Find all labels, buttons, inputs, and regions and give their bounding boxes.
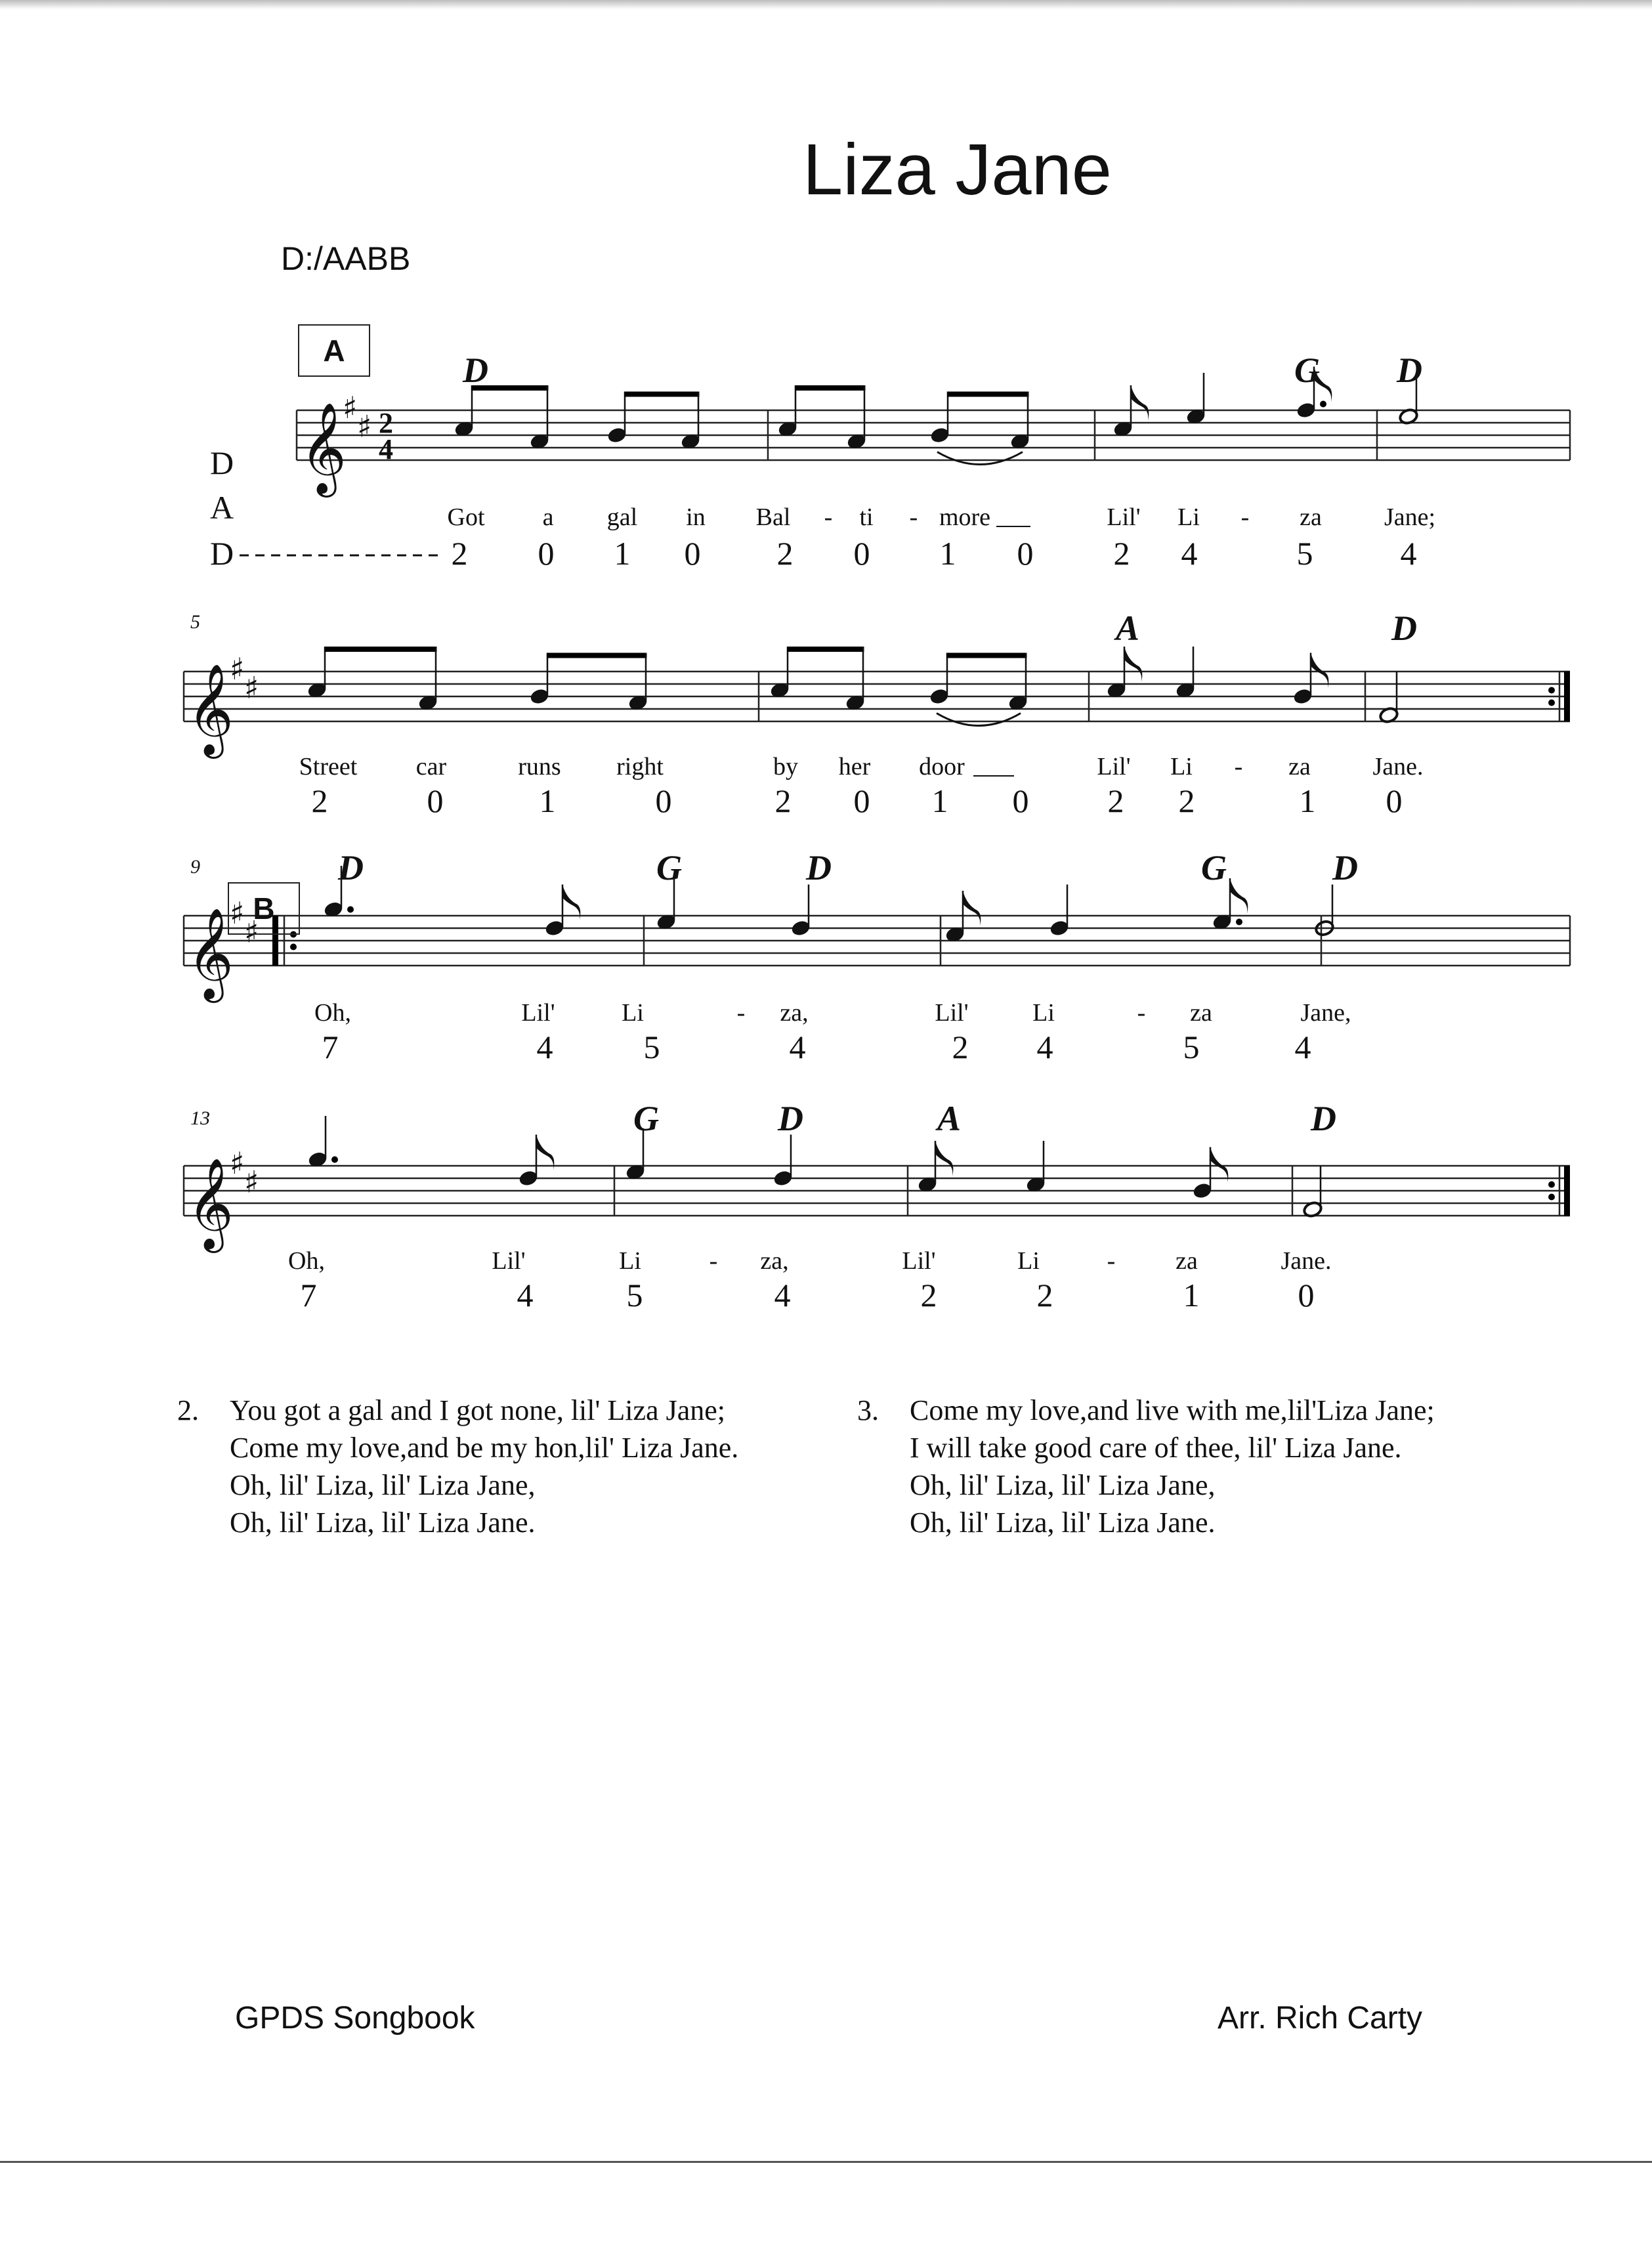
chord-symbol: A bbox=[1116, 608, 1140, 648]
tab-number: 4 bbox=[517, 1277, 534, 1313]
verse-number: 2. bbox=[177, 1394, 199, 1426]
lyric-syllable: - bbox=[909, 503, 918, 531]
augmentation-dot bbox=[347, 907, 354, 913]
tab-number: 0 bbox=[427, 782, 444, 819]
lyric-syllable: - bbox=[824, 503, 833, 531]
verse-line: Oh, lil' Liza, lil' Liza Jane, bbox=[910, 1469, 1216, 1501]
tab-number: 5 bbox=[626, 1277, 643, 1313]
lyric-syllable: right bbox=[616, 753, 664, 780]
chord-symbol: D bbox=[338, 848, 364, 887]
note-beam bbox=[547, 653, 647, 658]
note-beam bbox=[795, 385, 866, 391]
eighth-flag bbox=[536, 1135, 554, 1170]
lyric-syllable: by bbox=[773, 753, 798, 780]
lyric-syllable: Lil' bbox=[521, 999, 555, 1027]
tab-number: 0 bbox=[655, 782, 672, 819]
tab-number: 7 bbox=[300, 1277, 317, 1313]
lyric-syllable: Jane. bbox=[1281, 1247, 1332, 1275]
eighth-flag bbox=[562, 885, 580, 920]
lyric-syllable: Lil' bbox=[492, 1247, 526, 1275]
eighth-flag bbox=[963, 891, 981, 926]
staff-system bbox=[184, 866, 1570, 966]
lyric-syllable: Street bbox=[299, 753, 358, 780]
chord-symbol: D bbox=[778, 1099, 803, 1138]
repeat-dot bbox=[290, 944, 297, 950]
additional-verses bbox=[177, 1392, 1652, 1562]
eighth-flag bbox=[1210, 1147, 1228, 1183]
chord-symbol: D bbox=[463, 351, 488, 390]
lyric-syllable: Li bbox=[622, 999, 644, 1027]
lyric-syllable: - bbox=[1137, 999, 1146, 1027]
verse-line: Oh, lil' Liza, lil' Liza Jane. bbox=[230, 1506, 536, 1539]
lyric-syllable: Lil' bbox=[1107, 503, 1141, 531]
note-beam bbox=[624, 392, 700, 397]
lyric-syllable: her bbox=[838, 753, 871, 780]
footer-arranger: Arr. Rich Carty bbox=[1218, 2001, 1423, 2036]
lyric-syllable: gal bbox=[606, 503, 638, 531]
lyric-syllable: Lil' bbox=[935, 999, 969, 1027]
lyric-syllable: - bbox=[1234, 753, 1243, 780]
lyric-syllable: Li bbox=[1017, 1247, 1040, 1275]
measure-number: 5 bbox=[190, 611, 200, 633]
tab-number: 4 bbox=[789, 1029, 806, 1065]
sharp-f-icon: ♯ bbox=[230, 651, 245, 687]
sharp-c-icon: ♯ bbox=[357, 408, 372, 444]
lyric-syllable: Oh, bbox=[288, 1247, 325, 1275]
tab-number: 1 bbox=[1183, 1277, 1200, 1313]
lyric-syllable: Jane, bbox=[1300, 999, 1351, 1027]
treble-clef-icon: 𝄞 bbox=[300, 402, 347, 494]
augmentation-dot bbox=[1320, 401, 1326, 408]
tab-number: 2 bbox=[1113, 535, 1130, 572]
lyric-syllable: more bbox=[939, 503, 991, 531]
sharp-c-icon: ♯ bbox=[244, 670, 259, 706]
tab-number: 2 bbox=[311, 782, 328, 819]
chord-symbol: D bbox=[1391, 608, 1417, 648]
lyric-syllable: za, bbox=[760, 1247, 789, 1275]
chord-symbol: D bbox=[1311, 1099, 1336, 1138]
tab-number: 2 bbox=[920, 1277, 937, 1313]
lyric-syllable: Got bbox=[447, 503, 485, 531]
verse-line: Oh, lil' Liza, lil' Liza Jane. bbox=[910, 1506, 1216, 1539]
verse-line: Oh, lil' Liza, lil' Liza Jane, bbox=[230, 1469, 536, 1501]
tuning-string: D bbox=[210, 535, 234, 572]
lyric-syllable: ti bbox=[859, 503, 874, 531]
repeat-dot bbox=[1548, 700, 1555, 706]
repeat-dot bbox=[1548, 1182, 1555, 1188]
tab-number: 0 bbox=[1386, 782, 1403, 819]
lyric-syllable: - bbox=[1240, 503, 1250, 531]
lyric-syllable: Oh, bbox=[314, 999, 351, 1027]
verse-number: 3. bbox=[857, 1394, 879, 1426]
lyric-syllable: a bbox=[542, 503, 554, 531]
footer-songbook: GPDS Songbook bbox=[235, 2001, 475, 2036]
tab-number: 0 bbox=[853, 782, 870, 819]
tab-number: 1 bbox=[614, 535, 631, 572]
lyric-syllable: Jane; bbox=[1384, 503, 1436, 531]
tab-number: 2 bbox=[952, 1029, 969, 1065]
tab-number: 1 bbox=[1299, 782, 1316, 819]
lyric-syllable: - bbox=[709, 1247, 718, 1275]
lyric-syllable: car bbox=[415, 753, 447, 780]
slur bbox=[937, 714, 1021, 726]
note-beam bbox=[787, 647, 864, 652]
section-label: B bbox=[253, 891, 275, 926]
eighth-flag bbox=[1311, 653, 1328, 689]
lyric-syllable: Li bbox=[619, 1247, 641, 1275]
treble-clef-icon: 𝄞 bbox=[187, 664, 234, 755]
lyric-syllable: - bbox=[736, 999, 746, 1027]
chord-symbol: D bbox=[1332, 848, 1358, 887]
tab-number: 2 bbox=[1036, 1277, 1053, 1313]
lyric-syllable: Bal bbox=[755, 503, 791, 531]
sharp-c-icon: ♯ bbox=[244, 1164, 259, 1200]
tuning-string: A bbox=[210, 489, 234, 526]
lyric-syllable: in bbox=[686, 503, 706, 531]
measure-number: 13 bbox=[190, 1107, 210, 1129]
tab-number: 7 bbox=[322, 1029, 339, 1065]
repeat-dot bbox=[1548, 687, 1555, 694]
tab-number: 0 bbox=[684, 535, 701, 572]
lyric-syllable: door bbox=[919, 753, 965, 780]
lyric-syllable: za bbox=[1288, 753, 1311, 780]
tab-number: 0 bbox=[1012, 782, 1029, 819]
eighth-flag bbox=[1124, 647, 1142, 682]
tab-number: 0 bbox=[1017, 535, 1034, 572]
tab-number: 2 bbox=[451, 535, 468, 572]
tab-number: 2 bbox=[1107, 782, 1124, 819]
tab-number: 5 bbox=[1296, 535, 1313, 572]
tab-number: 4 bbox=[774, 1277, 791, 1313]
tab-number: 2 bbox=[1178, 782, 1195, 819]
eighth-flag bbox=[1131, 385, 1149, 421]
tab-number: 4 bbox=[536, 1029, 553, 1065]
tab-number: 5 bbox=[1183, 1029, 1200, 1065]
sharp-f-icon: ♯ bbox=[343, 390, 358, 425]
verse-line: You got a gal and I got none, lil' Liza Jane; bbox=[230, 1394, 725, 1426]
chord-symbol: A bbox=[937, 1099, 962, 1138]
lyric-syllable: za, bbox=[780, 999, 809, 1027]
tab-number: 1 bbox=[539, 782, 556, 819]
lyric-syllable: Lil' bbox=[1097, 753, 1131, 780]
note-beam bbox=[324, 647, 437, 652]
chord-symbol: G bbox=[1201, 848, 1227, 887]
tuning-form-label: D:/AABB bbox=[281, 240, 411, 277]
chord-symbol: G bbox=[633, 1099, 659, 1138]
tab-number: 2 bbox=[776, 535, 794, 572]
time-signature-top: 2 bbox=[379, 407, 393, 439]
tab-number: 4 bbox=[1400, 535, 1417, 572]
tab-number: 1 bbox=[939, 535, 956, 572]
lyric-syllable: - bbox=[1107, 1247, 1116, 1275]
lyric-syllable: za bbox=[1175, 1247, 1198, 1275]
measure-number: 9 bbox=[190, 856, 200, 878]
sharp-f-icon: ♯ bbox=[230, 895, 245, 931]
tab-number: 1 bbox=[931, 782, 948, 819]
eighth-flag bbox=[1230, 878, 1248, 914]
note-beam bbox=[947, 392, 1029, 397]
staff-system bbox=[184, 1116, 1570, 1218]
tab-number: 2 bbox=[774, 782, 792, 819]
chord-symbol: G bbox=[1294, 351, 1320, 390]
note-beam bbox=[946, 653, 1027, 658]
sharp-c-icon: ♯ bbox=[244, 914, 259, 950]
augmentation-dot bbox=[331, 1157, 338, 1163]
sharp-f-icon: ♯ bbox=[230, 1145, 245, 1181]
bottom-rule bbox=[0, 2161, 1652, 2163]
lyric-syllable: Li bbox=[1170, 753, 1193, 780]
tab-number: 4 bbox=[1181, 535, 1198, 572]
tab-number: 0 bbox=[1298, 1277, 1315, 1313]
lyric-syllable: za bbox=[1190, 999, 1212, 1027]
lyric-syllable: Li bbox=[1177, 503, 1200, 531]
lyric-syllable: Li bbox=[1032, 999, 1055, 1027]
lyric-syllable: Lil' bbox=[902, 1247, 936, 1275]
time-signature-bottom: 4 bbox=[379, 433, 393, 465]
repeat-dot bbox=[1548, 1194, 1555, 1201]
lyric-syllable: runs bbox=[518, 753, 561, 780]
verse-line: I will take good care of thee, lil' Liza Jane. bbox=[910, 1432, 1402, 1464]
tab-number: 4 bbox=[1294, 1029, 1311, 1065]
slur bbox=[937, 452, 1023, 465]
tab-number: 4 bbox=[1036, 1029, 1053, 1065]
verse-line: Come my love,and live with me,lil'Liza Jane; bbox=[910, 1394, 1435, 1426]
tab-number: 0 bbox=[853, 535, 870, 572]
verse-line: Come my love,and be my hon,lil' Liza Jane. bbox=[230, 1432, 739, 1464]
treble-clef-icon: 𝄞 bbox=[187, 908, 234, 999]
tuning-string: D bbox=[210, 444, 234, 481]
eighth-flag bbox=[935, 1141, 953, 1176]
lyric-syllable: Jane. bbox=[1372, 753, 1424, 780]
song-title: Liza Jane bbox=[803, 129, 1112, 210]
treble-clef-icon: 𝄞 bbox=[187, 1158, 234, 1249]
lyric-syllable: za bbox=[1300, 503, 1322, 531]
repeat-thick-bar bbox=[1564, 1166, 1570, 1216]
chord-symbol: D bbox=[806, 848, 832, 887]
chord-symbol: D bbox=[1397, 351, 1422, 390]
chord-symbol: G bbox=[656, 848, 682, 887]
augmentation-dot bbox=[1236, 919, 1242, 926]
staff-system bbox=[184, 647, 1570, 776]
tab-number: 0 bbox=[538, 535, 555, 572]
section-label: A bbox=[323, 333, 345, 368]
tab-number: 5 bbox=[643, 1029, 660, 1065]
repeat-thick-bar bbox=[1564, 672, 1570, 721]
